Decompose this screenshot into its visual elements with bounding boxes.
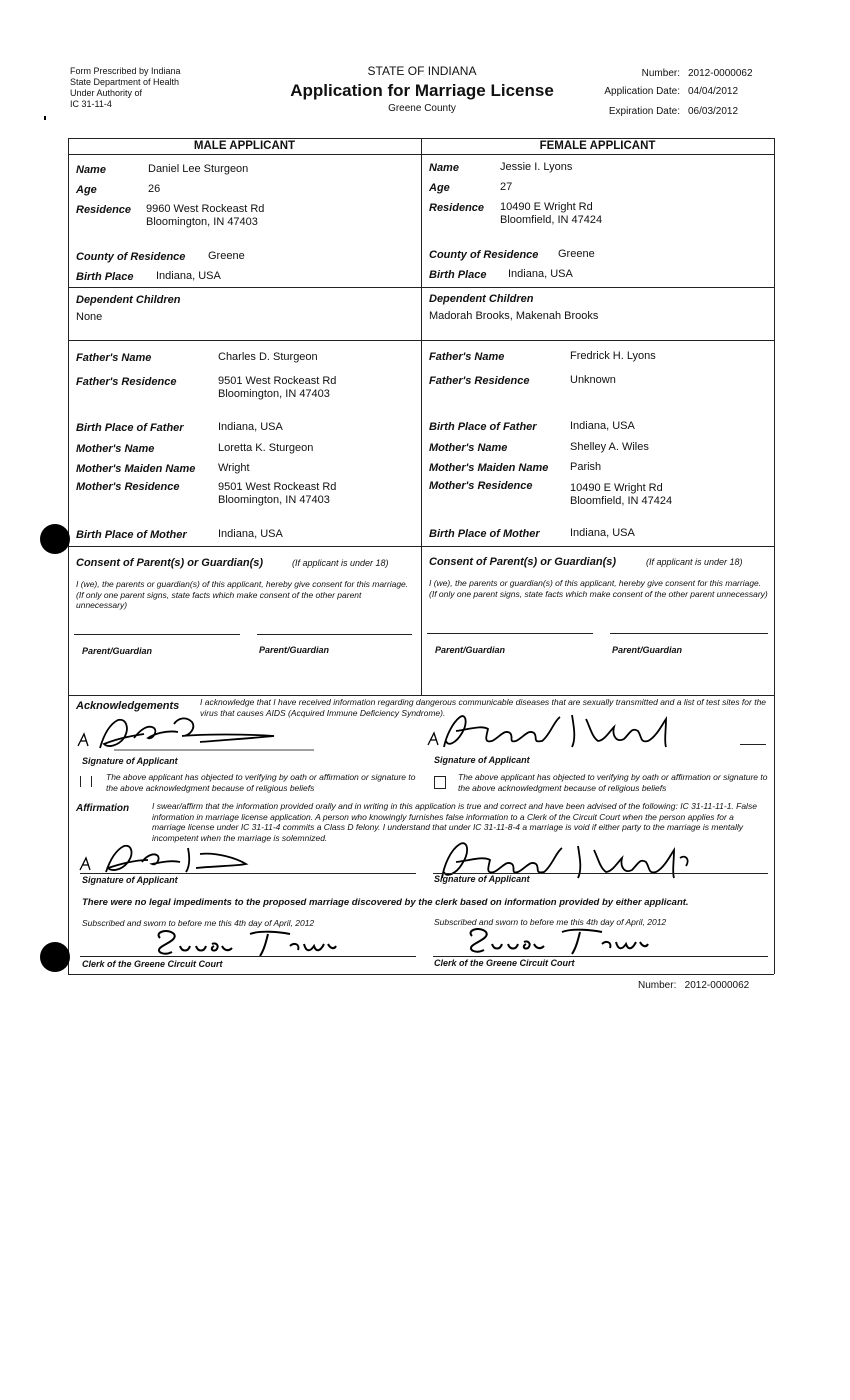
male-age-label: Age — [76, 184, 97, 196]
male-fathers-birth-label: Birth Place of Father — [76, 422, 184, 434]
female-mothers-residence-line1: 10490 E Wright Rd — [570, 482, 663, 494]
male-applicant-header: MALE APPLICANT — [193, 140, 296, 152]
female-parent-guardian-label-1: Parent/Guardian — [435, 645, 506, 655]
application-date-value: 04/04/2012 — [688, 86, 739, 97]
punch-hole-mark — [40, 524, 70, 554]
frame-left — [68, 138, 69, 974]
male-name: Daniel Lee Sturgeon — [148, 163, 249, 175]
female-affirmation-signature-label: Signature of Applicant — [434, 874, 530, 884]
male-clerk-label: Clerk of the Greene Circuit Court — [82, 959, 223, 969]
female-consent-note: (If applicant is under 18) — [646, 557, 743, 567]
female-age: 27 — [500, 181, 513, 193]
male-mothers-birth: Indiana, USA — [218, 528, 283, 540]
female-county: Greene — [558, 248, 595, 260]
female-birthplace-label: Birth Place — [429, 269, 487, 281]
affirmation-text: I swear/affirm that the information provided orally and in writing in this application is true and correct and have been advised of the following: IC 31-11-11-1. False information in marriage license application. A person who knowingly furnishes false information to a Clerk of the Circuit Court when the person applies for a marriage license under IC 31-11-4 commits a Class D felony. I understand that under IC 31-11-8-4 a marriage is void if either party to the marriage is mentally incompetent when the marriage is solemnized. — [152, 801, 757, 843]
female-name: Jessie I. Lyons — [500, 161, 573, 173]
male-dependents: None — [76, 311, 103, 323]
male-consent-note: (If applicant is under 18) — [292, 558, 389, 568]
page-title: Application for Marriage License — [290, 81, 554, 100]
male-clerk-signature — [150, 924, 340, 960]
female-applicant-header: FEMALE APPLICANT — [539, 140, 656, 152]
impediments-statement: There were no legal impediments to the proposed marriage discovered by the clerk based on information provided by either applicant. — [82, 897, 689, 908]
male-clerk-signature-line — [80, 956, 416, 957]
divider-parents — [68, 340, 774, 341]
female-fathers-birth: Indiana, USA — [570, 420, 635, 432]
prescribed-line: State Department of Health — [70, 77, 180, 87]
female-parent-guardian-label-2: Parent/Guardian — [612, 645, 683, 655]
title-block — [280, 64, 564, 114]
male-fathers-name-label: Father's Name — [76, 352, 152, 364]
female-mothers-birth: Indiana, USA — [570, 527, 635, 539]
divider-consent — [68, 546, 774, 547]
female-fathers-residence-label: Father's Residence — [429, 375, 530, 387]
female-residence-line1: 10490 E Wright Rd — [500, 201, 593, 213]
female-consent-title: Consent of Parent(s) or Guardian(s) — [429, 556, 617, 568]
acknowledgements-label: Acknowledgements — [76, 700, 180, 712]
male-parent-signature-line-1 — [74, 634, 240, 635]
female-parent-signature-line-1 — [427, 633, 593, 634]
frame-right — [774, 138, 775, 974]
female-fathers-birth-label: Birth Place of Father — [429, 421, 537, 433]
female-ack-line-end — [740, 744, 766, 745]
state-heading: STATE OF INDIANA — [367, 64, 477, 78]
male-mothers-residence-line1: 9501 West Rockeast Rd — [218, 481, 337, 493]
male-residence-label: Residence — [76, 204, 132, 216]
scan-speck — [44, 116, 46, 120]
divider-acknowledgements — [68, 695, 774, 696]
female-residence-label: Residence — [429, 202, 485, 214]
female-mothers-name: Shelley A. Wiles — [570, 441, 649, 453]
frame-bottom — [68, 974, 774, 975]
male-mothers-residence-line2: Bloomington, IN 47403 — [218, 494, 330, 506]
male-subscribed-text: Subscribed and sworn to before me this 4th day of April, 2012 — [82, 918, 315, 928]
expiration-date-label: Expiration Date: — [608, 106, 680, 117]
male-signature-of-applicant-label: Signature of Applicant — [82, 756, 178, 766]
female-birthplace: Indiana, USA — [508, 268, 573, 280]
county-heading: Greene County — [388, 103, 456, 114]
female-objection-text: The above applicant has objected to verifying by oath or affirmation or signature to the above acknowledgment because of religious beliefs — [458, 772, 768, 793]
male-fathers-residence-label: Father's Residence — [76, 376, 177, 388]
male-consent-text: I (we), the parents or guardian(s) of this applicant, hereby give consent for this marriage. (If only one parent signs, state facts which make consent of the other parent unnecessary) — [76, 579, 409, 610]
female-mothers-birth-label: Birth Place of Mother — [429, 528, 540, 540]
male-objection-checkbox[interactable] — [80, 776, 92, 787]
female-mothers-residence-line2: Bloomfield, IN 47424 — [570, 495, 673, 507]
male-mothers-name-label: Mother's Name — [76, 443, 155, 455]
male-residence-line1: 9960 West Rockeast Rd — [146, 203, 265, 215]
female-objection-checkbox[interactable] — [434, 776, 446, 789]
number-label: Number: — [641, 68, 680, 79]
female-county-label: County of Residence — [429, 249, 539, 261]
male-affirmation-signature-label: Signature of Applicant — [82, 875, 178, 885]
male-fathers-residence-line2: Bloomington, IN 47403 — [218, 388, 330, 400]
prescribed-line: IC 31-11-4 — [70, 99, 112, 109]
female-clerk-signature — [462, 922, 652, 958]
male-parent-guardian-label-1: Parent/Guardian — [82, 646, 153, 656]
male-mothers-maiden: Wright — [218, 462, 250, 474]
prescribed-by-block — [70, 66, 181, 110]
acknowledgement-text: I acknowledge that I have received information regarding dangerous communicable diseases that are sexually transmitted and a list of test sites for the virus that causes AIDS (Acquired Immune Deficiency Syndrome). — [200, 697, 767, 718]
female-residence-line2: Bloomfield, IN 47424 — [500, 214, 603, 226]
number-value: 2012-0000062 — [688, 68, 753, 79]
female-fathers-residence: Unknown — [570, 374, 616, 386]
male-parent-signature-line-2 — [257, 634, 412, 635]
male-fathers-name: Charles D. Sturgeon — [218, 351, 318, 363]
female-dependents: Madorah Brooks, Makenah Brooks — [429, 310, 599, 322]
male-mothers-name: Loretta K. Sturgeon — [218, 442, 314, 454]
female-mothers-maiden-label: Mother's Maiden Name — [429, 462, 549, 474]
male-county-label: County of Residence — [76, 251, 186, 263]
application-date-label: Application Date: — [604, 86, 680, 97]
affirmation-label: Affirmation — [76, 803, 130, 814]
male-affirmation-signature-line — [80, 873, 416, 874]
male-birthplace: Indiana, USA — [156, 270, 221, 282]
female-clerk-signature-line — [433, 956, 768, 957]
male-mothers-residence-label: Mother's Residence — [76, 481, 180, 493]
female-mothers-name-label: Mother's Name — [429, 442, 508, 454]
female-name-label: Name — [429, 162, 459, 174]
female-subscribed-text: Subscribed and sworn to before me this 4th day of April, 2012 — [434, 917, 667, 927]
female-acknowledgement-signature — [426, 707, 696, 755]
female-mothers-maiden: Parish — [570, 461, 602, 473]
male-mothers-maiden-label: Mother's Maiden Name — [76, 463, 196, 475]
female-consent-text: I (we), the parents or guardian(s) of this applicant, hereby give consent for this marriage. (If only one parent signs, state facts which make consent of the other parent unnecessary) — [429, 578, 768, 599]
male-affirmation-signature — [76, 838, 296, 878]
female-age-label: Age — [429, 182, 450, 194]
male-age: 26 — [148, 183, 161, 195]
female-parent-signature-line-2 — [610, 633, 768, 634]
female-mothers-residence-label: Mother's Residence — [429, 480, 533, 492]
male-acknowledgement-signature — [74, 710, 314, 754]
divider-dependents — [68, 287, 774, 288]
female-signature-of-applicant-label: Signature of Applicant — [434, 755, 530, 765]
prescribed-line: Form Prescribed by Indiana — [70, 66, 181, 76]
male-objection-text: The above applicant has objected to verifying by oath or affirmation or signature to the above acknowledgment because of religious beliefs — [106, 772, 416, 793]
male-name-label: Name — [76, 164, 106, 176]
male-consent-title: Consent of Parent(s) or Guardian(s) — [76, 557, 264, 569]
female-fathers-name: Fredrick H. Lyons — [570, 350, 656, 362]
male-fathers-birth: Indiana, USA — [218, 421, 283, 433]
male-residence-line2: Bloomington, IN 47403 — [146, 216, 258, 228]
center-divider — [421, 138, 422, 695]
male-mothers-birth-label: Birth Place of Mother — [76, 529, 187, 541]
prescribed-line: Under Authority of — [70, 88, 143, 98]
expiration-date-value: 06/03/2012 — [688, 106, 739, 117]
female-dependents-label: Dependent Children — [429, 293, 534, 305]
female-fathers-name-label: Father's Name — [429, 351, 505, 363]
female-clerk-label: Clerk of the Greene Circuit Court — [434, 958, 575, 968]
male-county: Greene — [208, 250, 245, 262]
male-fathers-residence-line1: 9501 West Rockeast Rd — [218, 375, 337, 387]
punch-hole-mark — [40, 942, 70, 972]
male-birthplace-label: Birth Place — [76, 271, 134, 283]
footer-number: Number: 2012-0000062 — [638, 980, 750, 991]
male-dependents-label: Dependent Children — [76, 294, 181, 306]
male-parent-guardian-label-2: Parent/Guardian — [259, 645, 330, 655]
